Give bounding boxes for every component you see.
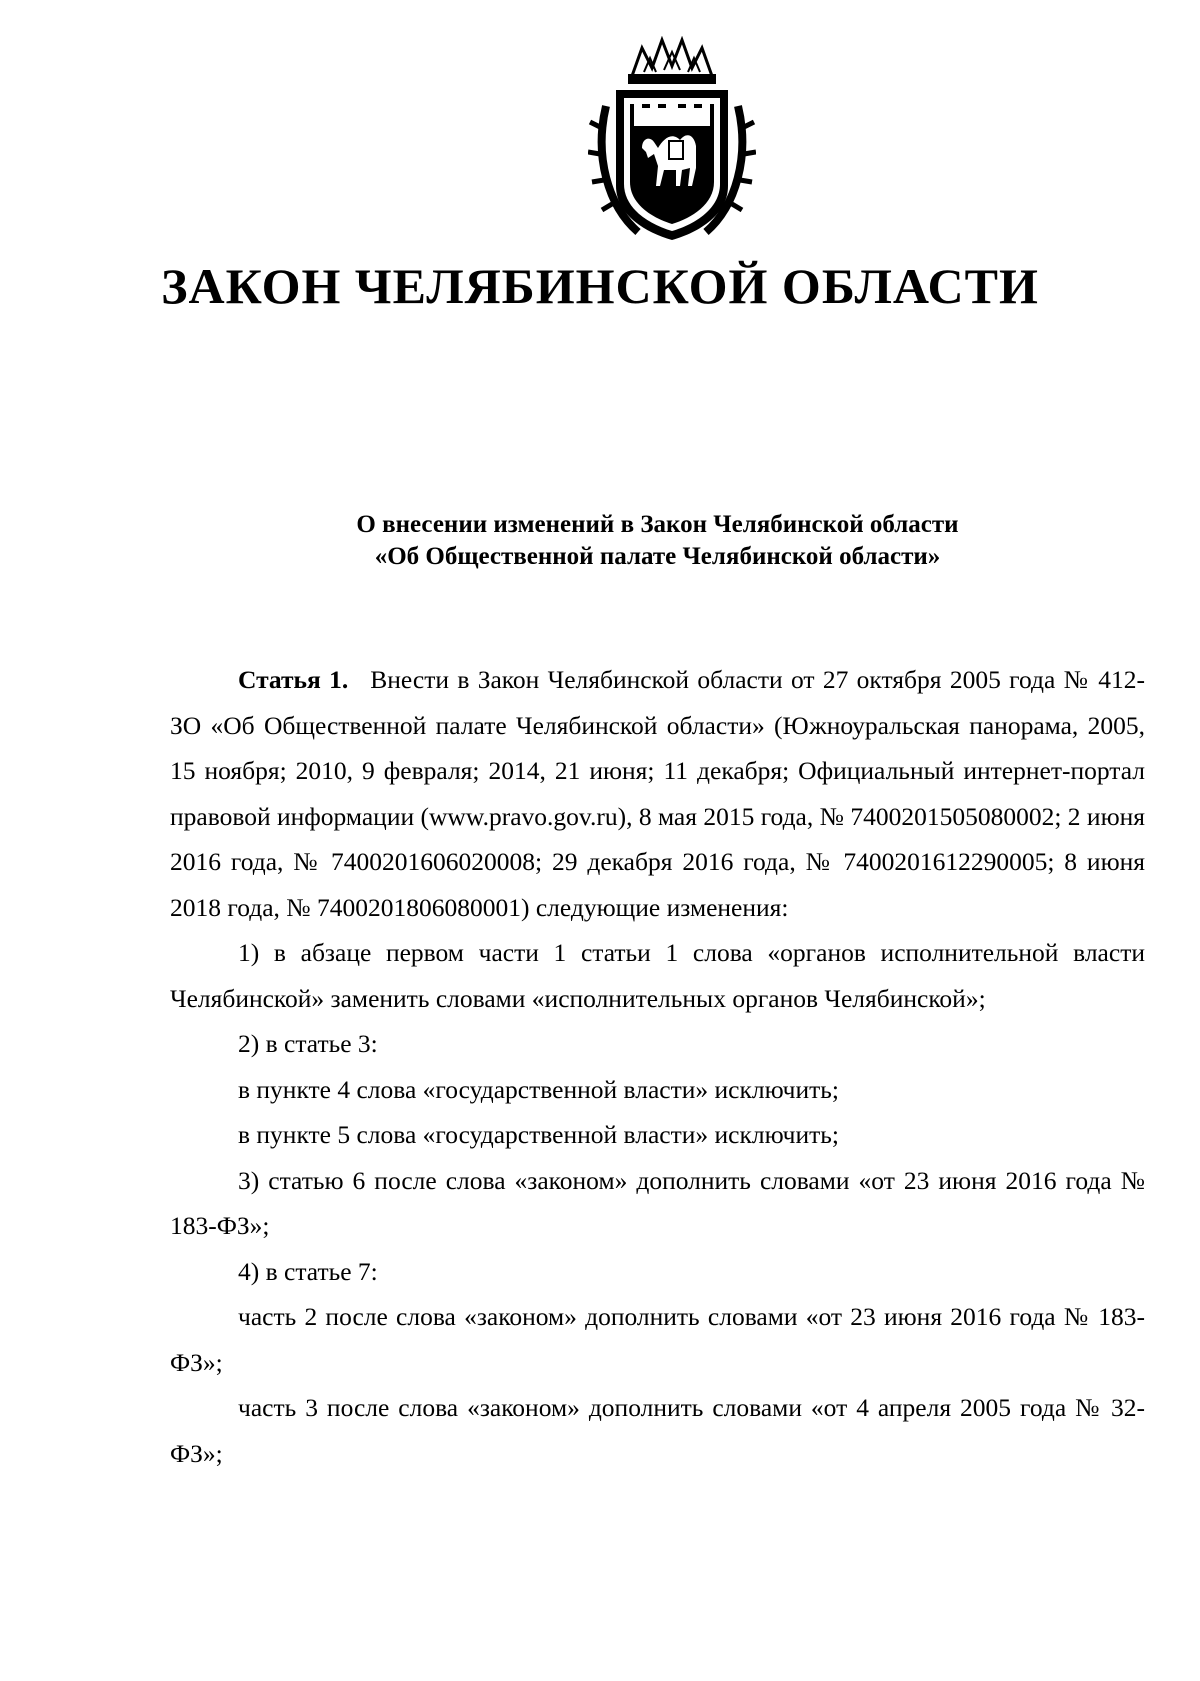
list-item: 4) в статье 7:: [238, 1256, 378, 1286]
document-title: ЗАКОН ЧЕЛЯБИНСКОЙ ОБЛАСТИ: [161, 258, 1039, 314]
list-item: в пункте 5 слова «государственной власти» исключить;: [238, 1120, 839, 1149]
list-item: в пункте 4 слова «государственной власти» исключить;: [238, 1074, 839, 1104]
list-item: часть 2 после слова «законом» дополнить словами «от 23 июня 2016 года № 183-ФЗ»;: [170, 1302, 1145, 1377]
coat-of-arms-icon: [588, 36, 756, 242]
subtitle-line-2: «Об Общественной палате Челябинской области»: [374, 543, 941, 570]
list-item: 2) в статье 3:: [238, 1029, 378, 1058]
article-body: [170, 657, 1145, 1476]
list-item: 3) статью 6 после слова «законом» дополнить словами «от 23 июня 2016 года № 183-ФЗ»;: [170, 1165, 1145, 1240]
subtitle-line-1: О внесении изменений в Закон Челябинской области: [356, 511, 959, 538]
list-item: 1) в абзаце первом части 1 статьи 1 слова «органов исполнительной власти Челябинской» заменить словами «исполнительных органов Челябинской»;: [170, 938, 1145, 1013]
article-1-intro-text: Внести в Закон Челябинской области от 27 октября 2005 года № 412-ЗО «Об Общественной палате Челябинской области» (Южноуральская панорама, 2005, 15 ноября; 2010, 9 февраля; 2014, 21 июня; 11 декабря; Официальный интернет-портал правовой информации (www.pravo.gov.ru), 8 мая 2015 года, № 7400201505080002; 2 июня 2016 года, № 7400201606020008; 29 декабря 2016 года, № 7400201612290005; 8 июня 2018 года, № 7400201806080001) следующие изменения:: [170, 665, 1145, 922]
article-1-label: Статья 1.: [238, 665, 349, 694]
list-item: часть 3 после слова «законом» дополнить словами «от 4 апреля 2005 года № 32-ФЗ»;: [170, 1393, 1145, 1468]
article-1-intro: [170, 657, 1145, 930]
document-subtitle: [0, 509, 1200, 573]
